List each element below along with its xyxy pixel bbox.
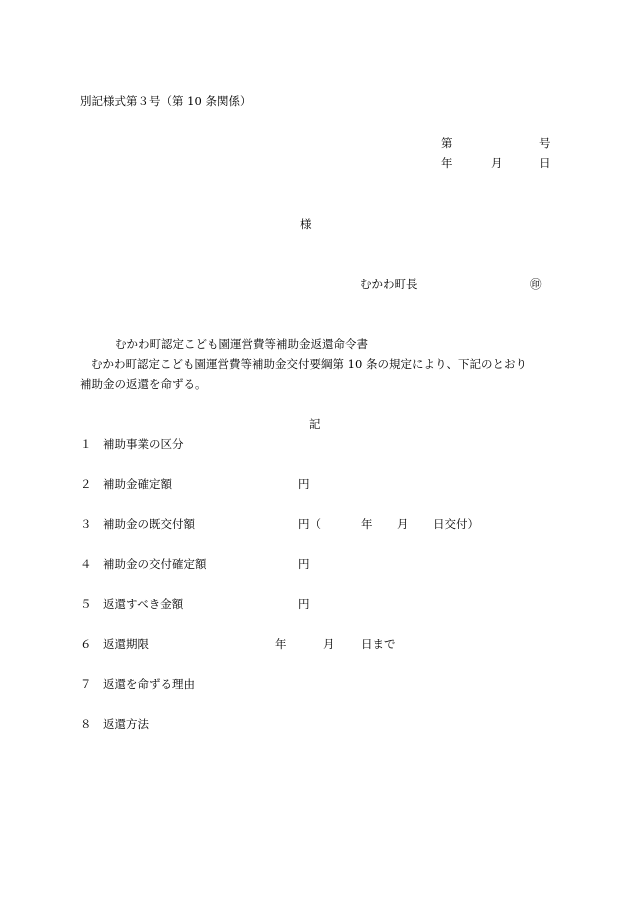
item-label: 返還すべき金額 (103, 597, 184, 611)
item-label: 補助金の交付確定額 (103, 557, 207, 571)
issuer-title: むかわ町長 (360, 277, 418, 291)
date-day: 日 (539, 156, 551, 170)
item-number: ６ (80, 637, 92, 651)
month-unit: 月 (323, 637, 335, 651)
day-until-unit: 日まで (361, 637, 396, 651)
doc-number-dai: 第 (441, 136, 453, 150)
item-number: ５ (80, 597, 92, 611)
body-line-2: 補助金の返還を命ずる。 (80, 377, 207, 391)
yen-unit: 円 (298, 597, 310, 611)
yen-unit: 円（ (298, 517, 321, 531)
item-label: 返還方法 (103, 717, 149, 731)
day-delivered-unit: 日交付） (433, 517, 479, 531)
seal-mark: ㊞ (530, 277, 542, 291)
item-label: 補助金の既交付額 (103, 517, 195, 531)
item-number: ４ (80, 557, 92, 571)
item-number: １ (80, 437, 92, 451)
item-number: ８ (80, 717, 92, 731)
ki-heading: 記 (309, 417, 321, 431)
item-number: ３ (80, 517, 92, 531)
date-month: 月 (491, 156, 503, 170)
yen-unit: 円 (298, 557, 310, 571)
yen-unit: 円 (298, 477, 310, 491)
item-label: 補助事業の区分 (103, 437, 184, 451)
doc-number-go: 号 (539, 136, 551, 150)
item-label: 返還を命ずる理由 (103, 677, 195, 691)
date-year: 年 (441, 156, 453, 170)
item-number: ２ (80, 477, 92, 491)
item-label: 補助金確定額 (103, 477, 172, 491)
body-line-1: むかわ町認定こども園運営費等補助金交付要綱第 10 条の規定により、下記のとおり (91, 357, 527, 371)
year-unit: 年 (275, 637, 287, 651)
month-unit: 月 (397, 517, 409, 531)
form-label: 別記様式第３号（第 10 条関係） (80, 94, 252, 108)
year-unit: 年 (361, 517, 373, 531)
item-label: 返還期限 (103, 637, 149, 651)
addressee-suffix: 様 (300, 217, 312, 231)
document-title: むかわ町認定こども園運営費等補助金返還命令書 (115, 337, 368, 351)
item-number: ７ (80, 677, 92, 691)
